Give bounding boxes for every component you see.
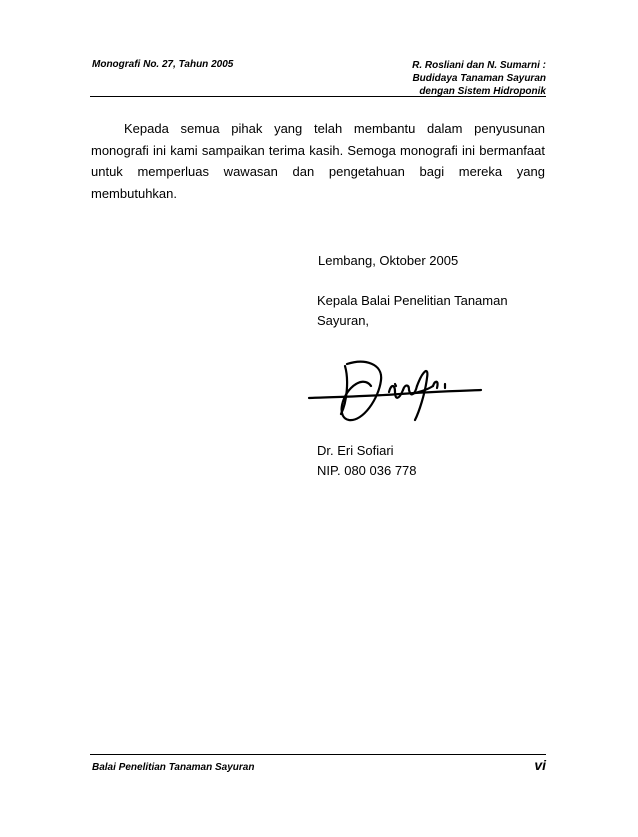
position-line1: Kepala Balai Penelitian Tanaman — [317, 293, 508, 308]
signer-block — [317, 441, 417, 481]
footer-left: Balai Penelitian Tanaman Sayuran — [92, 762, 255, 773]
body-paragraph: Kepada semua pihak yang telah membantu dalam penyusunan monografi ini kami sampaikan terima kasih. Semoga monografi ini bermanfaat untuk memperluas wawasan dan pengetahuan bagi mereka yang membutuhkan. — [91, 121, 545, 201]
signer-position — [317, 291, 547, 331]
header-right-line1: R. Rosliani dan N. Sumarni : — [412, 60, 546, 71]
header-rule — [90, 96, 546, 97]
position-line2: Sayuran, — [317, 313, 370, 328]
place-date: Lembang, Oktober 2005 — [318, 253, 459, 268]
page-number: vi — [534, 757, 546, 773]
handwritten-signature — [305, 350, 485, 440]
header-right — [326, 59, 546, 98]
header-right-line3: dengan Sistem Hidroponik — [419, 86, 546, 97]
signer-nip: NIP. 080 036 778 — [317, 463, 417, 478]
signer-name: Dr. Eri Sofiari — [317, 443, 394, 458]
header-right-line2: Budidaya Tanaman Sayuran — [412, 73, 546, 84]
footer-rule — [90, 754, 546, 755]
header-left: Monografi No. 27, Tahun 2005 — [92, 59, 234, 70]
